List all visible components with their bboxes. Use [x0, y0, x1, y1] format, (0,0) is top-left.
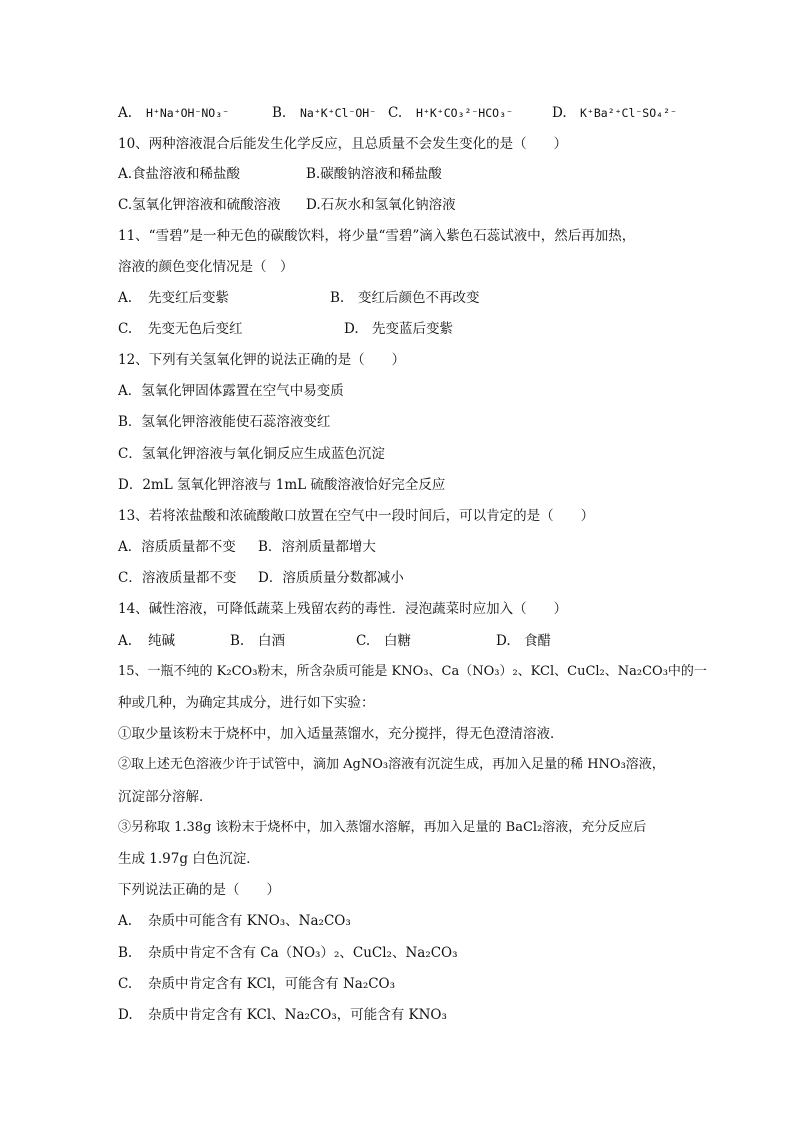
q15-option-c-letter: C.	[118, 976, 133, 992]
q11-option-a-letter: A.	[118, 290, 133, 306]
q11-stem-line2: 溶液的颜色变化情况是（ ）	[118, 259, 294, 275]
q14-option-a: 纯碱	[148, 633, 175, 649]
q15-step-2-line2: 沉淀部分溶解．	[118, 789, 213, 805]
q10-stem: 10、两种溶液混合后能发生化学反应，且总质量不会发生变化的是（ ）	[118, 136, 568, 152]
q11-option-b: 变红后颜色不再改变	[358, 290, 480, 306]
q13-option-b: B．溶剂质量都增大	[258, 539, 376, 555]
q9-option-b-letter: B.	[272, 105, 287, 121]
q15-option-c-row	[118, 974, 718, 994]
q14-option-b: 白酒	[258, 633, 285, 649]
q15-stem-line2: 种或几种，为确定其成分，进行如下实验：	[118, 695, 375, 711]
q9-options	[118, 103, 718, 123]
q15-step-3-line2: 生成 1.97g 白色沉淀．	[118, 851, 260, 867]
q15-option-c: 杂质中肯定含有 KCl，可能含有 Na₂CO₃	[148, 976, 396, 992]
q15-step-2-line1: ②取上述无色溶液少许于试管中，滴加 AgNO₃溶液有沉淀生成，再加入足量的稀 HNO₃溶液，	[118, 757, 665, 772]
q15-option-b: 杂质中肯定不含有 Ca（NO₃）₂、CuCl₂、Na₂CO₃	[148, 945, 458, 961]
q15-step-3-line1: ③另称取 1.38g 该粉末于烧杯中，加入蒸馏水溶解，再加入足量的 BaCl₂溶液，充分反应后	[118, 820, 647, 835]
q11-stem-line1: 11、“雪碧”是一种无色的碳酸饮料，将少量“雪碧”滴入紫色石蕊试液中，然后再加热，	[118, 228, 636, 244]
q11-option-d: 先变蓝后变紫	[372, 321, 453, 337]
q11-option-c: 先变无色后变红	[148, 321, 243, 337]
q9-option-c: H⁺K⁺CO₃²⁻HCO₃⁻	[416, 106, 513, 120]
q10-option-c: C.氢氧化钾溶液和硫酸溶液	[118, 197, 281, 213]
q15-step-1: ①取少量该粉末于烧杯中，加入适量蒸馏水，充分搅拌，得无色澄清溶液．	[118, 726, 564, 742]
q15-option-d-row	[118, 1005, 718, 1025]
q11-options-ab	[118, 288, 718, 308]
q12-option-a: A．氢氧化钾固体露置在空气中易变质	[118, 383, 344, 399]
q12-stem: 12、下列有关氢氧化钾的说法正确的是（ ）	[118, 352, 406, 368]
q14-option-d-letter: D.	[496, 633, 511, 649]
q14-option-a-letter: A.	[118, 633, 133, 649]
q11-options-cd	[118, 319, 718, 339]
q12-option-c: C．氢氧化钾溶液与氧化铜反应生成蓝色沉淀	[118, 446, 385, 462]
q9-option-d: K⁺Ba²⁺Cl⁻SO₄²⁻	[580, 106, 677, 120]
q10-option-b: B.碳酸钠溶液和稀盐酸	[306, 166, 442, 182]
q15-option-a-row	[118, 911, 718, 931]
q11-option-b-letter: B.	[330, 290, 345, 306]
q10-option-a: A.食盐溶液和稀盐酸	[118, 166, 241, 182]
q9-option-c-letter: C.	[388, 105, 403, 121]
q15-stem-line1: 15、一瓶不纯的 K₂CO₃粉末，所含杂质可能是 KNO₃、Ca（NO₃）₂、KCl、CuCl₂、Na₂CO₃中的一	[118, 664, 707, 679]
q15-option-a: 杂质中可能含有 KNO₃、Na₂CO₃	[148, 913, 351, 929]
q10-options-cd	[118, 195, 718, 215]
q12-option-b: B．氢氧化钾溶液能使石蕊溶液变红	[118, 414, 331, 430]
q13-options-cd	[118, 568, 718, 588]
q13-option-c: C．溶液质量都不变	[118, 570, 237, 586]
q15-option-b-letter: B.	[118, 945, 133, 961]
q14-options	[118, 631, 718, 651]
q10-option-d: D.石灰水和氢氧化钠溶液	[306, 197, 456, 213]
q15-option-b-row	[118, 943, 718, 963]
q15-option-a-letter: A.	[118, 913, 133, 929]
q15-question: 下列说法正确的是（ ）	[118, 882, 280, 898]
q11-option-d-letter: D.	[344, 321, 359, 337]
q14-option-b-letter: B.	[230, 633, 245, 649]
q13-options-ab	[118, 537, 718, 557]
q13-stem: 13、若将浓盐酸和浓硫酸敞口放置在空气中一段时间后，可以肯定的是（ ）	[118, 508, 595, 524]
q9-option-b: Na⁺K⁺Cl⁻OH⁻	[300, 106, 377, 120]
q14-option-c-letter: C.	[356, 633, 371, 649]
q10-options-ab	[118, 164, 718, 184]
q15-option-d: 杂质中肯定含有 KCl、Na₂CO₃，可能含有 KNO₃	[148, 1007, 447, 1023]
q12-option-d: D．2mL 氢氧化钾溶液与 1mL 硫酸溶液恰好完全反应	[118, 477, 446, 493]
q14-option-c: 白糖	[384, 633, 411, 649]
q9-option-d-letter: D.	[552, 105, 567, 121]
q11-option-a: 先变红后变紫	[148, 290, 229, 306]
q13-option-a: A．溶质质量都不变	[118, 539, 236, 555]
q14-stem: 14、碱性溶液，可降低蔬菜上残留农药的毒性．浸泡蔬菜时应加入（ ）	[118, 601, 568, 617]
q15-option-d-letter: D.	[118, 1007, 133, 1023]
q9-option-a: H⁺Na⁺OH⁻NO₃⁻	[146, 106, 230, 120]
q11-option-c-letter: C.	[118, 321, 133, 337]
q9-option-a-letter: A.	[118, 105, 133, 121]
q13-option-d: D．溶质质量分数都减小	[258, 570, 404, 586]
q14-option-d: 食醋	[524, 633, 551, 649]
